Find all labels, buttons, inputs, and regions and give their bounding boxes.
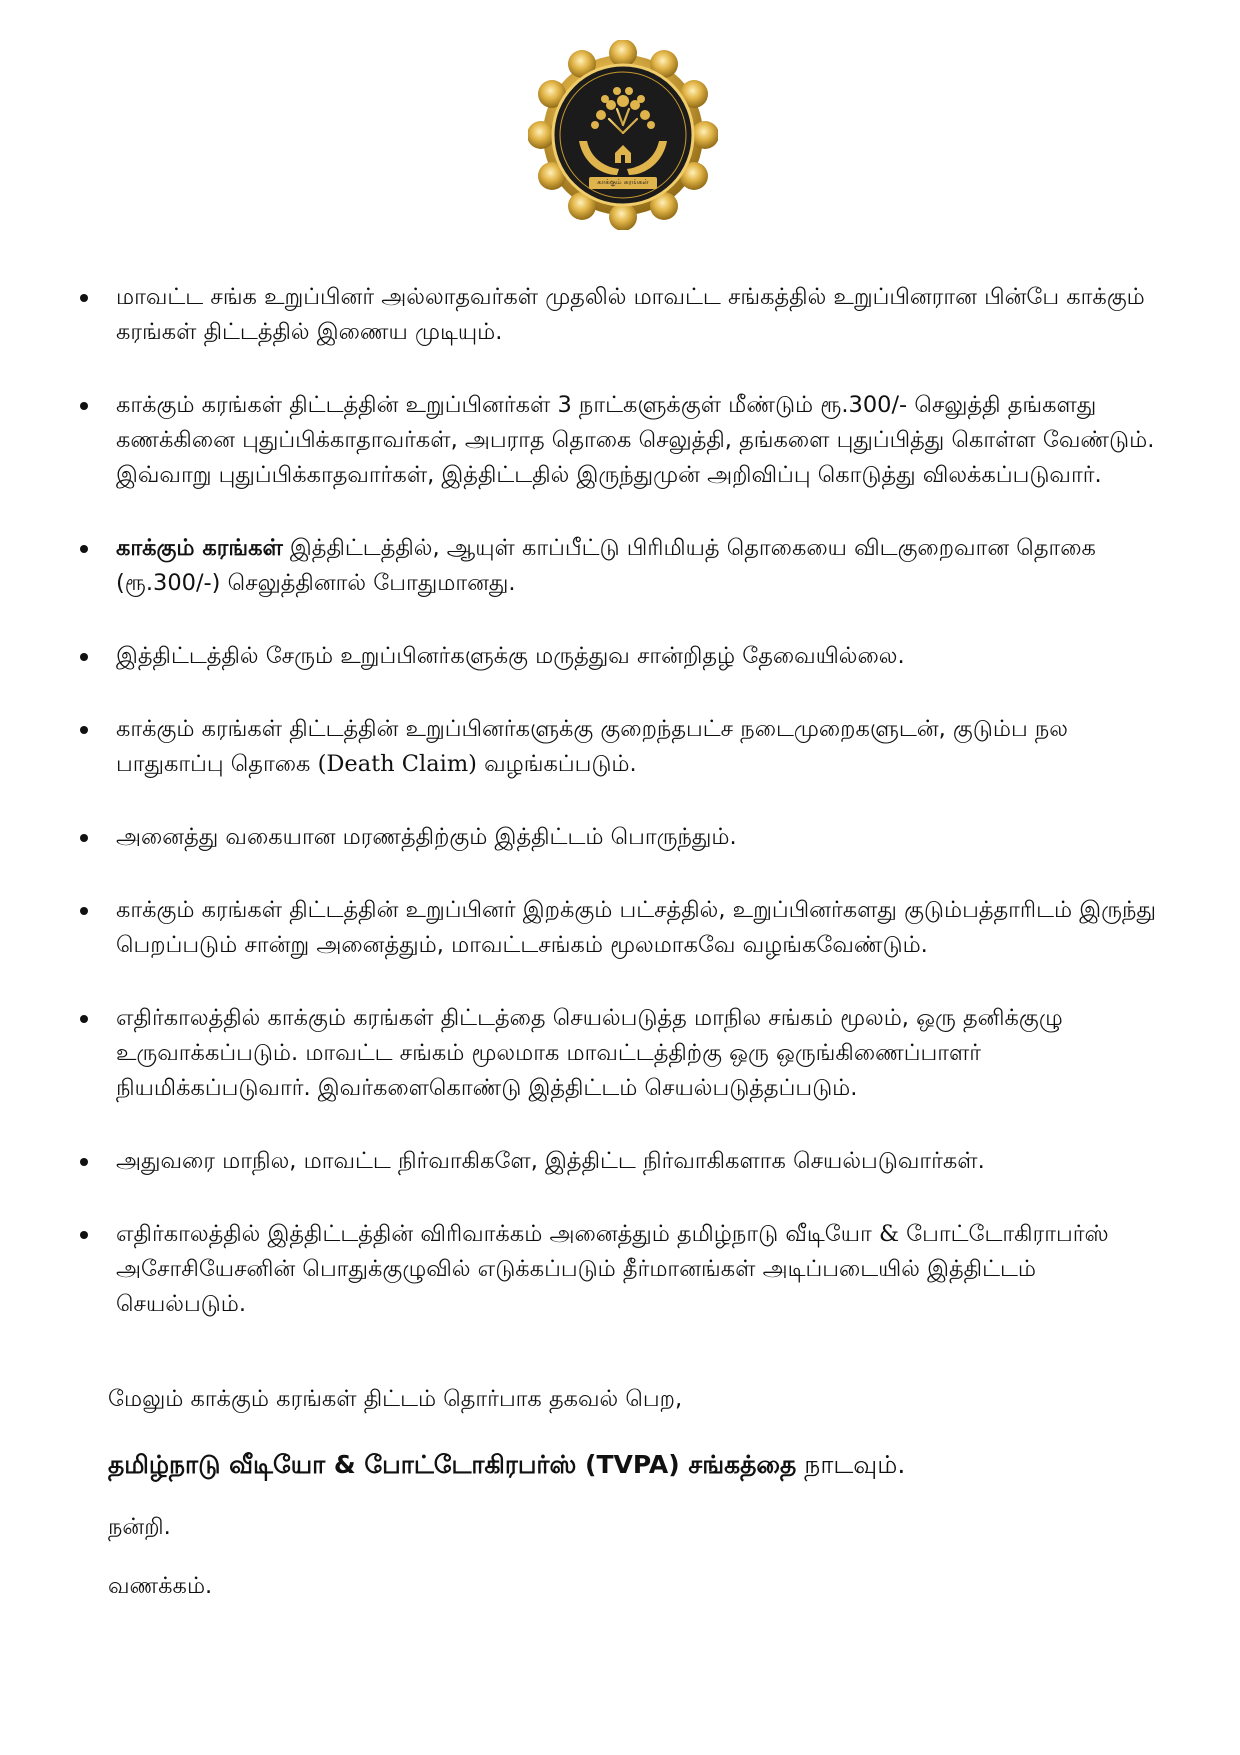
scheme-rules-list [0, 280, 1240, 1360]
list-item [0, 712, 1240, 782]
list-item [0, 820, 1240, 855]
rule-text: காக்கும் கரங்கள் திட்டத்தின் உறுப்பினர்கள் 3 நாட்களுக்குள் மீண்டும் ரூ.300/- செலுத்தி தங்களது கணக்கினை புதுப்பிக்காதாவர்கள், அபராத தொகை செலுத்தி, தங்களை புதுப்பித்து கொள்ள வேண்டும். இவ்வாறு புதுப்பிக்காதவார்கள், இத்திட்டதில் இருந்துமுன் அறிவிப்பு கொடுத்து விலக்கப்படுவார். [116, 392, 1155, 488]
list-item [0, 280, 1240, 350]
greeting-text: வணக்கம். [108, 1573, 213, 1599]
seal-icon [528, 40, 718, 230]
rule-latin-text: & [878, 1221, 899, 1247]
rule-text: அனைத்து வகையான மரணத்திற்கும் இத்திட்டம் பொருந்தும். [116, 824, 737, 850]
rule-text: போட்டோகிராபர்ஸ் அசோசியேசனின் பொதுக்குழுவில் எடுக்கப்படும் தீர்மானங்கள் அடிப்படையில் இத்திட்டம் செயல்படும். [116, 1221, 1109, 1317]
list-item [0, 893, 1240, 963]
closing-section [108, 1382, 1188, 1604]
rule-text: காக்கும் கரங்கள் திட்டத்தின் உறுப்பினர்களுக்கு குறைந்தபட்ச நடைமுறைகளுடன், குடும்ப நல பாதுகாப்பு தொகை [116, 716, 1068, 777]
logo-inscription: காக்கும் கரங்கள் [597, 178, 649, 186]
list-item [0, 1144, 1240, 1179]
rule-text: காக்கும் கரங்கள் திட்டத்தின் உறுப்பினர் இறக்கும் பட்சத்தில், உறுப்பினர்களது குடும்பத்தாரிடம் இருந்து பெறப்படும் சான்று அனைத்தும், மாவட்டசங்கம் மூலமாகவே வழங்கவேண்டும். [116, 897, 1156, 958]
rule-text: மாவட்ட சங்க உறுப்பினர் அல்லாதவர்கள் முதலில் மாவட்ட சங்கத்தில் உறுப்பினரான பின்பே காக்கும் கரங்கள் திட்டத்தில் இணைய முடியும். [116, 284, 1145, 345]
rule-bold-text: காக்கும் கரங்கள் [116, 535, 283, 561]
closing-intro: மேலும் காக்கும் கரங்கள் திட்டம் தொர்பாக தகவல் பெற, [108, 1386, 683, 1412]
rule-text: எதிர்காலத்தில் காக்கும் கரங்கள் திட்டத்தை செயல்படுத்த மாநில சங்கம் மூலம், ஒரு தனிக்குழு உருவாக்கப்படும். மாவட்ட சங்கம் மூலமாக மாவட்டத்திற்கு ஒரு ஒருங்கிணைப்பாளர் நியமிக்கப்படுவார். இவர்களைகொண்டு இத்திட்டம் செயல்படுத்தப்படும். [116, 1005, 1063, 1101]
contact-suffix: நாடவும். [796, 1450, 906, 1479]
list-item [0, 1217, 1240, 1322]
rule-text: இத்திட்டத்தில், ஆயுள் காப்பீட்டு பிரிமியத் தொகையை விடகுறைவான தொகை (ரூ.300/-) செலுத்தினால் போதுமானது. [116, 535, 1096, 596]
contact-line [108, 1447, 1188, 1482]
list-item [0, 639, 1240, 674]
list-item [0, 531, 1240, 601]
list-item [0, 1001, 1240, 1106]
association-name: தமிழ்நாடு வீடியோ & போட்டோகிரபர்ஸ் (TVPA) சங்கத்தை [108, 1450, 797, 1479]
kaakkum-karangal-logo [528, 40, 718, 230]
rule-text: இத்திட்டத்தில் சேரும் உறுப்பினர்களுக்கு மருத்துவ சான்றிதழ் தேவையில்லை. [116, 643, 905, 669]
thanks-text: நன்றி. [108, 1514, 171, 1540]
rule-text: அதுவரை மாநில, மாவட்ட நிர்வாகிகளே, இத்திட்ட நிர்வாகிகளாக செயல்படுவார்கள். [116, 1148, 985, 1174]
rule-text: எதிர்காலத்தில் இத்திட்டத்தின் விரிவாக்கம் அனைத்தும் தமிழ்நாடு வீடியோ [116, 1221, 879, 1247]
list-item [0, 388, 1240, 493]
rule-latin-text: (Death Claim) [317, 751, 477, 777]
rule-text: வழங்கப்படும். [476, 751, 637, 777]
